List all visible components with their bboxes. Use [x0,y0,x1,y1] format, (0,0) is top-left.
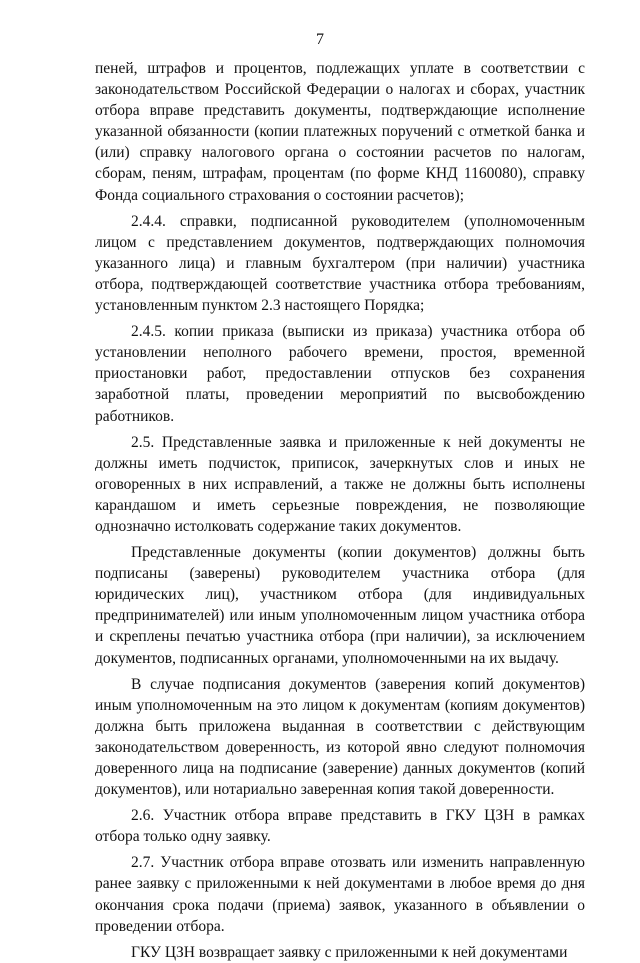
paragraph-2-7: 2.7. Участник отбора вправе отозвать или изменить направленную ранее заявку с приложенными к ней документами в любое время до дня окончания срока подачи (приема) заявок, указанного в объявлении о проведении отбора. [95,854,585,935]
paragraph-power-of-attorney: В случае подписания документов (заверения копий документов) иным уполномоченным на это лицом к документам (копиям документов) должна быть приложена выданная в соответствии с действующим законодательством доверенность, из которой явно следуют полномочия доверенного лица на подписание (заверение) данных документов (копий документов), или нотариально заверенная копия такой доверенности. [95,675,585,799]
paragraph-2-4-4: 2.4.4. справки, подписанной руководителем (уполномоченным лицом с представлением документов, подтверждающих полномочия указанного лица) и главным бухгалтером (при наличии) участника отбора, подтверждающей соответствие участника отбора требованиям, установленным пунктом 2.3 настоящего Порядка; [95,212,585,315]
page-number: 7 [316,31,324,48]
document-body [95,58,585,963]
paragraph-2-4-5: 2.4.5. копии приказа (выписки из приказа) участника отбора об установлении неполного рабочего времени, простоя, временной приостановки работ, предоставлении отпусков без сохранения заработной платы, проведении мероприятий по высвобождению работников. [95,323,585,425]
paragraph-signing-requirements: Представленные документы (копии документов) должны быть подписаны (заверены) руководителем участника отбора (для юридических лиц), участником отбора (для индивидуальных предпринимателей) или иным уполномоченным лицом участника отбора и скреплены печатью участника отбора (при наличии), за исключением документов, подписанных органами, уполномоченными на их выдачу. [95,544,585,667]
paragraph-return-application: ГКУ ЦЗН возвращает заявку с приложенными к ней документами [131,943,568,961]
paragraph-2-6: 2.6. Участник отбора вправе представить в ГКУ ЦЗН в рамках отбора только одну заявку. [95,807,585,846]
paragraph-continuation: пеней, штрафов и процентов, подлежащих уплате в соответствии с законодательством Российской Федерации о налогах и сборах, участник отбора вправе представить документы, подтверждающие исполнение указанной обязанности (копии платежных поручений с отметкой банка и (или) справку налогового органа о состоянии расчетов по налогам, сборам, пеням, штрафам, процентам (по форме КНД 1160080), справку Фонда социального страхования о состоянии расчетов); [95,60,585,204]
paragraph-2-5: 2.5. Представленные заявка и приложенные к ней документы не должны иметь подчисток, приписок, зачеркнутых слов и иных не оговоренных в них исправлений, а также не должны быть исполнены карандашом и иметь серьезные повреждения, не позволяющие однозначно истолковать содержание таких документов. [95,433,585,535]
